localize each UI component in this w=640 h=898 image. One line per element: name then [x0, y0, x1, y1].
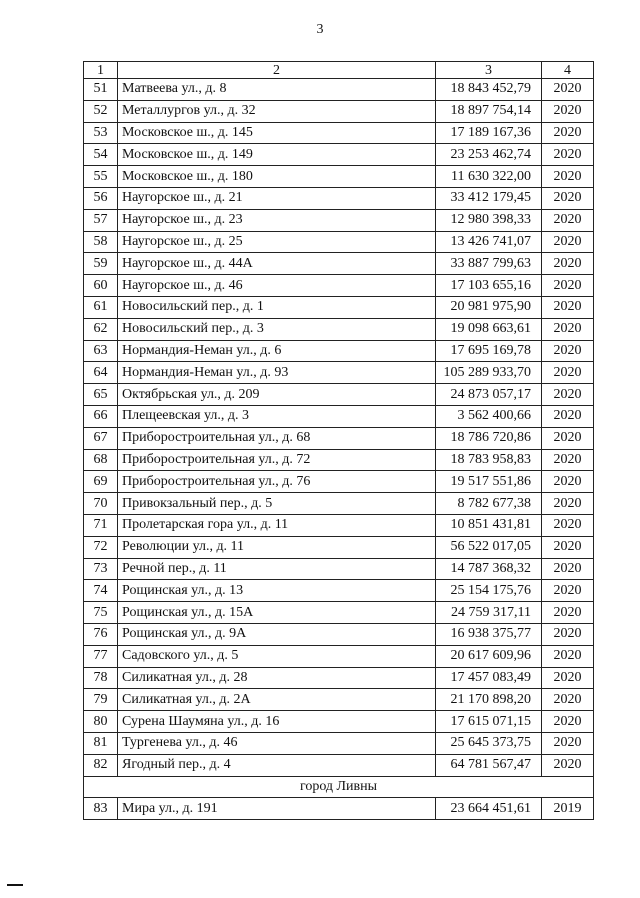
- row-year: 2020: [542, 231, 594, 253]
- row-amount: 17 457 083,49: [436, 667, 542, 689]
- row-number: 58: [84, 231, 118, 253]
- row-year: 2020: [542, 602, 594, 624]
- table-row: [84, 166, 594, 188]
- row-number: 55: [84, 166, 118, 188]
- row-amount: 23 664 451,61: [436, 798, 542, 820]
- row-year: 2020: [542, 275, 594, 297]
- table-row: [84, 449, 594, 471]
- row-amount: 12 980 398,33: [436, 209, 542, 231]
- row-number: 51: [84, 79, 118, 101]
- row-amount: 25 154 175,76: [436, 580, 542, 602]
- row-year: 2020: [542, 362, 594, 384]
- row-year: 2020: [542, 296, 594, 318]
- row-amount: 17 695 169,78: [436, 340, 542, 362]
- row-number: 75: [84, 602, 118, 624]
- row-year: 2020: [542, 166, 594, 188]
- table-row: [84, 209, 594, 231]
- row-address: Московское ш., д. 145: [118, 122, 436, 144]
- row-amount: 11 630 322,00: [436, 166, 542, 188]
- row-address: Рощинская ул., д. 9А: [118, 623, 436, 645]
- row-amount: 3 562 400,66: [436, 405, 542, 427]
- table-row: [84, 275, 594, 297]
- row-address: Садовского ул., д. 5: [118, 645, 436, 667]
- row-amount: 18 897 754,14: [436, 100, 542, 122]
- table-row: [84, 362, 594, 384]
- row-amount: 17 189 167,36: [436, 122, 542, 144]
- row-number: 83: [84, 798, 118, 820]
- column-header-year: 4: [542, 62, 594, 79]
- row-number: 78: [84, 667, 118, 689]
- table-row: [84, 471, 594, 493]
- row-amount: 17 103 655,16: [436, 275, 542, 297]
- row-number: 70: [84, 493, 118, 515]
- table-row: [84, 144, 594, 166]
- row-address: Наугорское ш., д. 25: [118, 231, 436, 253]
- row-year: 2020: [542, 536, 594, 558]
- row-amount: 33 412 179,45: [436, 187, 542, 209]
- table-row: [84, 187, 594, 209]
- row-year: 2020: [542, 340, 594, 362]
- row-number: 62: [84, 318, 118, 340]
- row-year: 2020: [542, 732, 594, 754]
- row-amount: 18 786 720,86: [436, 427, 542, 449]
- row-year: 2020: [542, 187, 594, 209]
- row-year: 2020: [542, 514, 594, 536]
- row-amount: 24 759 317,11: [436, 602, 542, 624]
- row-address: Приборостроительная ул., д. 68: [118, 427, 436, 449]
- row-year: 2020: [542, 427, 594, 449]
- row-address: Рощинская ул., д. 13: [118, 580, 436, 602]
- table-row: [84, 493, 594, 515]
- row-address: Мира ул., д. 191: [118, 798, 436, 820]
- row-number: 57: [84, 209, 118, 231]
- row-address: Новосильский пер., д. 1: [118, 296, 436, 318]
- row-address: Металлургов ул., д. 32: [118, 100, 436, 122]
- row-year: 2020: [542, 754, 594, 776]
- row-amount: 20 617 609,96: [436, 645, 542, 667]
- table-row: [84, 405, 594, 427]
- row-address: Речной пер., д. 11: [118, 558, 436, 580]
- row-amount: 14 787 368,32: [436, 558, 542, 580]
- row-number: 69: [84, 471, 118, 493]
- row-year: 2020: [542, 79, 594, 101]
- row-number: 79: [84, 689, 118, 711]
- row-amount: 16 938 375,77: [436, 623, 542, 645]
- row-amount: 56 522 017,05: [436, 536, 542, 558]
- row-year: 2020: [542, 558, 594, 580]
- row-year: 2020: [542, 405, 594, 427]
- row-number: 65: [84, 384, 118, 406]
- table-row: [84, 122, 594, 144]
- row-number: 63: [84, 340, 118, 362]
- table-row: [84, 318, 594, 340]
- row-number: 52: [84, 100, 118, 122]
- row-address: Московское ш., д. 149: [118, 144, 436, 166]
- table-row: [84, 296, 594, 318]
- row-address: Силикатная ул., д. 28: [118, 667, 436, 689]
- row-year: 2020: [542, 580, 594, 602]
- row-amount: 64 781 567,47: [436, 754, 542, 776]
- row-year: 2019: [542, 798, 594, 820]
- row-number: 74: [84, 580, 118, 602]
- row-address: Ягодный пер., д. 4: [118, 754, 436, 776]
- row-address: Сурена Шаумяна ул., д. 16: [118, 711, 436, 733]
- row-address: Силикатная ул., д. 2А: [118, 689, 436, 711]
- row-number: 77: [84, 645, 118, 667]
- table-row: [84, 667, 594, 689]
- table-row: [84, 79, 594, 101]
- row-number: 72: [84, 536, 118, 558]
- row-amount: 18 843 452,79: [436, 79, 542, 101]
- table-row: [84, 514, 594, 536]
- row-address: Матвеева ул., д. 8: [118, 79, 436, 101]
- row-address: Новосильский пер., д. 3: [118, 318, 436, 340]
- table-row: [84, 645, 594, 667]
- row-number: 60: [84, 275, 118, 297]
- row-year: 2020: [542, 209, 594, 231]
- row-amount: 19 517 551,86: [436, 471, 542, 493]
- row-address: Нормандия-Неман ул., д. 6: [118, 340, 436, 362]
- row-address: Привокзальный пер., д. 5: [118, 493, 436, 515]
- row-address: Пролетарская гора ул., д. 11: [118, 514, 436, 536]
- row-number: 59: [84, 253, 118, 275]
- row-number: 76: [84, 623, 118, 645]
- row-address: Наугорское ш., д. 21: [118, 187, 436, 209]
- row-year: 2020: [542, 711, 594, 733]
- row-address: Тургенева ул., д. 46: [118, 732, 436, 754]
- table-header-row: [84, 62, 594, 79]
- row-year: 2020: [542, 384, 594, 406]
- row-address: Наугорское ш., д. 46: [118, 275, 436, 297]
- row-year: 2020: [542, 318, 594, 340]
- row-amount: 17 615 071,15: [436, 711, 542, 733]
- table-row: [84, 384, 594, 406]
- row-address: Октябрьская ул., д. 209: [118, 384, 436, 406]
- table-row: [84, 732, 594, 754]
- table-row: [84, 754, 594, 776]
- row-amount: 33 887 799,63: [436, 253, 542, 275]
- row-amount: 19 098 663,61: [436, 318, 542, 340]
- row-number: 80: [84, 711, 118, 733]
- row-address: Приборостроительная ул., д. 72: [118, 449, 436, 471]
- row-number: 61: [84, 296, 118, 318]
- row-address: Революции ул., д. 11: [118, 536, 436, 558]
- row-year: 2020: [542, 122, 594, 144]
- column-header-number: 1: [84, 62, 118, 79]
- table-row: [84, 231, 594, 253]
- table-row: [84, 623, 594, 645]
- row-number: 56: [84, 187, 118, 209]
- column-header-address: 2: [118, 62, 436, 79]
- section-row: [84, 776, 594, 798]
- row-number: 68: [84, 449, 118, 471]
- row-address: Наугорское ш., д. 23: [118, 209, 436, 231]
- addresses-table: [83, 61, 594, 820]
- row-year: 2020: [542, 253, 594, 275]
- row-address: Нормандия-Неман ул., д. 93: [118, 362, 436, 384]
- row-year: 2020: [542, 667, 594, 689]
- row-number: 66: [84, 405, 118, 427]
- row-address: Приборостроительная ул., д. 76: [118, 471, 436, 493]
- row-year: 2020: [542, 689, 594, 711]
- row-year: 2020: [542, 100, 594, 122]
- row-amount: 23 253 462,74: [436, 144, 542, 166]
- table-row: [84, 602, 594, 624]
- table-row: [84, 580, 594, 602]
- table-row: [84, 558, 594, 580]
- table-row: [84, 536, 594, 558]
- row-number: 71: [84, 514, 118, 536]
- row-number: 54: [84, 144, 118, 166]
- row-year: 2020: [542, 471, 594, 493]
- row-address: Рощинская ул., д. 15А: [118, 602, 436, 624]
- row-amount: 10 851 431,81: [436, 514, 542, 536]
- row-number: 82: [84, 754, 118, 776]
- row-year: 2020: [542, 623, 594, 645]
- table-row: [84, 340, 594, 362]
- table-row: [84, 798, 594, 820]
- row-amount: 8 782 677,38: [436, 493, 542, 515]
- section-label: город Ливны: [84, 776, 594, 798]
- row-amount: 18 783 958,83: [436, 449, 542, 471]
- row-number: 53: [84, 122, 118, 144]
- row-address: Плещеевская ул., д. 3: [118, 405, 436, 427]
- row-amount: 105 289 933,70: [436, 362, 542, 384]
- row-number: 67: [84, 427, 118, 449]
- row-amount: 24 873 057,17: [436, 384, 542, 406]
- row-year: 2020: [542, 449, 594, 471]
- row-amount: 13 426 741,07: [436, 231, 542, 253]
- column-header-amount: 3: [436, 62, 542, 79]
- row-year: 2020: [542, 144, 594, 166]
- table-row: [84, 100, 594, 122]
- page-number: 3: [316, 22, 324, 37]
- table-row: [84, 253, 594, 275]
- row-number: 81: [84, 732, 118, 754]
- table-row: [84, 711, 594, 733]
- row-year: 2020: [542, 493, 594, 515]
- row-number: 73: [84, 558, 118, 580]
- row-amount: 21 170 898,20: [436, 689, 542, 711]
- row-amount: 20 981 975,90: [436, 296, 542, 318]
- table-row: [84, 427, 594, 449]
- row-address: Московское ш., д. 180: [118, 166, 436, 188]
- row-number: 64: [84, 362, 118, 384]
- footer-dash: [7, 884, 23, 886]
- row-year: 2020: [542, 645, 594, 667]
- table-row: [84, 689, 594, 711]
- row-amount: 25 645 373,75: [436, 732, 542, 754]
- row-address: Наугорское ш., д. 44А: [118, 253, 436, 275]
